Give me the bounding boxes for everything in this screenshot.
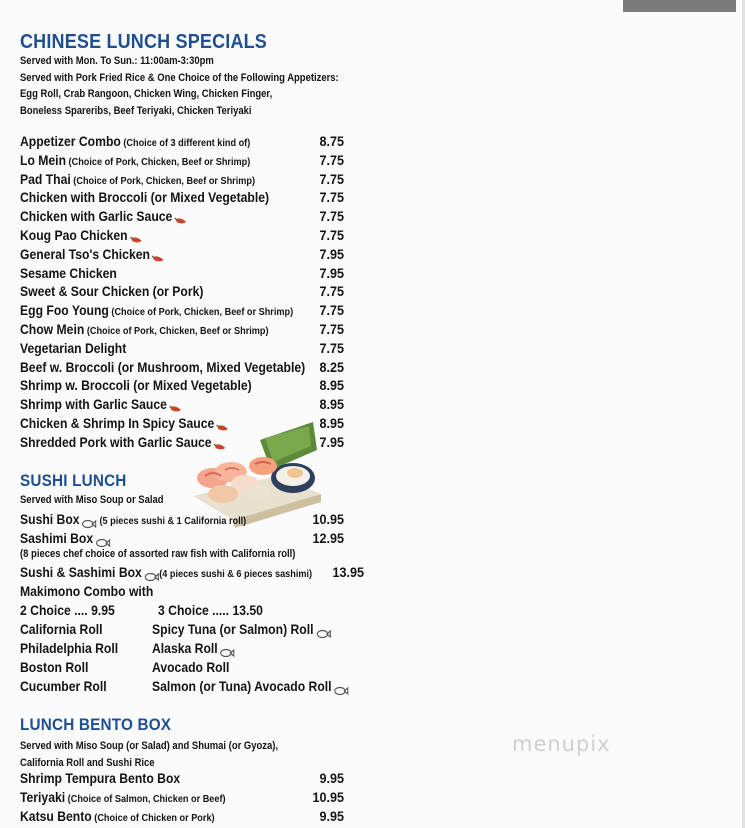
item-price: 8.95	[319, 396, 344, 413]
item-name: Shrimp with Garlic Sauce	[20, 396, 167, 413]
menu-item	[20, 301, 344, 320]
menu-item	[20, 563, 364, 582]
item-price: 10.95	[312, 511, 344, 527]
item-price: 12.95	[312, 530, 344, 546]
menu-item	[20, 226, 344, 245]
menu-item	[20, 188, 344, 207]
item-name: Katsu Bento	[20, 808, 92, 824]
intro-line: Boneless Spareribs, Beef Teriyaki, Chicken Teriyaki	[20, 104, 252, 117]
intro-line: Served with Miso Soup (or Salad) and Shumai (or Gyoza),	[20, 740, 279, 752]
chinese-lunch-heading: CHINESE LUNCH SPECIALS	[20, 31, 267, 53]
item-note: (Choice of Pork, Chicken, Beef or Shrimp)	[70, 174, 256, 187]
sashimi-box-note: (8 pieces chef choice of assorted raw fish with California roll)	[20, 548, 296, 560]
chinese-lunch-intro	[20, 53, 339, 119]
raw-fish-icon	[144, 568, 160, 578]
item-name: Chicken & Shrimp In Spicy Sauce	[20, 415, 215, 431]
menu-item	[20, 207, 344, 226]
item-price: 8.95	[319, 377, 344, 394]
roll-name: Salmon (or Tuna) Avocado Roll	[152, 678, 332, 694]
item-note: (5 pieces sushi & 1 California roll)	[96, 515, 247, 527]
roll-name: Alaska Roll	[152, 640, 218, 656]
menu-item	[20, 170, 344, 189]
item-price: 7.75	[319, 208, 344, 225]
item-note: (Choice of Salmon, Chicken or Beef)	[65, 793, 226, 805]
raw-fish-icon	[95, 534, 111, 544]
bento-intro	[20, 738, 278, 771]
item-price: 7.75	[319, 321, 344, 337]
raw-fish-icon	[315, 625, 331, 635]
menu-item	[20, 510, 344, 529]
item-name: Chicken with Garlic Sauce	[20, 208, 173, 225]
chili-pepper-icon	[152, 250, 166, 260]
item-name: Sweet & Sour Chicken (or Pork)	[20, 283, 204, 300]
item-name: General Tso's Chicken	[20, 245, 150, 262]
makimono-combo-title: Makimono Combo with	[20, 583, 154, 599]
item-name: Sashimi Box	[20, 530, 94, 546]
raw-fish-icon	[219, 644, 235, 654]
raw-fish-icon	[81, 515, 97, 525]
item-note: (Choice of Pork, Chicken, Beef or Shrimp)	[84, 325, 269, 337]
intro-line: Served with Pork Fried Rice & One Choice of the Following Appetizers:	[20, 71, 339, 84]
item-price: 7.75	[319, 151, 344, 168]
item-note: (Choice of Chicken or Pork)	[91, 812, 215, 824]
item-price: 10.95	[312, 789, 344, 805]
roll-item: Boston Roll	[20, 659, 89, 675]
roll-item	[152, 658, 229, 677]
item-name: Teriyaki	[20, 789, 66, 805]
item-name: Beef w. Broccoli (or Mushroom, Mixed Vegetable)	[20, 358, 306, 375]
item-price: 9.95	[319, 808, 344, 824]
item-price: 7.95	[319, 433, 344, 450]
menu-item	[20, 245, 344, 264]
lunch-bento-heading: LUNCH BENTO BOX	[20, 715, 172, 734]
item-name: Pad Thai	[20, 170, 71, 187]
item-name: Koug Pao Chicken	[20, 227, 128, 243]
menu-item	[20, 320, 344, 339]
item-price: 8.95	[319, 415, 344, 431]
item-name: Shrimp w. Broccoli (or Mixed Vegetable)	[20, 377, 252, 394]
item-name: Chow Mein	[20, 321, 85, 337]
roll-item	[152, 620, 331, 639]
item-note: (Choice of Pork, Chicken, Beef or Shrimp)	[108, 306, 294, 319]
item-note: (4 pieces sushi & 6 pieces sashimi)	[159, 568, 313, 580]
menu-item	[20, 282, 344, 301]
item-name: Sushi Box	[20, 511, 80, 527]
item-name: Sesame Chicken	[20, 264, 117, 281]
roll-name: Spicy Tuna (or Salmon) Roll	[152, 621, 314, 637]
item-price: 8.25	[319, 358, 344, 375]
chili-pepper-icon	[169, 400, 183, 410]
sushi-lunch-intro: Served with Miso Soup or Salad	[20, 494, 164, 506]
menu-item	[20, 132, 344, 151]
item-name: Chicken with Broccoli (or Mixed Vegetable)	[20, 189, 270, 206]
roll-item	[152, 677, 349, 696]
item-name: Sushi & Sashimi Box	[20, 564, 142, 580]
menu-item	[20, 376, 344, 395]
menu-item	[20, 358, 344, 377]
raw-fish-icon	[333, 682, 349, 692]
top-gray-bar	[623, 0, 736, 12]
menu-item	[20, 395, 344, 414]
combo-3-choice: 3 Choice ..... 13.50	[158, 602, 263, 618]
item-price: 7.75	[319, 227, 344, 243]
item-price: 7.95	[319, 264, 344, 281]
menu-item	[20, 264, 344, 283]
item-price: 8.75	[319, 133, 344, 149]
menu-item	[20, 807, 344, 826]
item-name: Lo Mein	[20, 151, 67, 168]
item-name: Vegetarian Delight	[20, 339, 127, 356]
item-name: Egg Foo Young	[20, 302, 109, 319]
menu-item	[20, 151, 344, 170]
item-price: 7.75	[319, 302, 344, 319]
roll-item: California Roll	[20, 621, 103, 637]
item-price: 7.75	[319, 339, 344, 356]
item-price: 7.75	[319, 189, 344, 206]
item-name: Shredded Pork with Garlic Sauce	[20, 433, 212, 450]
roll-item: Cucumber Roll	[20, 678, 107, 694]
roll-item: Philadelphia Roll	[20, 640, 119, 656]
menu-item	[20, 529, 344, 548]
roll-name: Avocado Roll	[152, 659, 230, 675]
intro-line: California Roll and Sushi Rice	[20, 756, 155, 769]
sushi-lunch-heading: SUSHI LUNCH	[20, 471, 127, 490]
item-note: (Choice of Pork, Chicken, Beef or Shrimp)	[66, 155, 251, 168]
chili-pepper-icon	[129, 231, 143, 241]
item-name: Appetizer Combo	[20, 133, 121, 149]
intro-line: Served with Mon. To Sun.: 11:00am-3:30pm	[20, 55, 214, 67]
intro-line: Egg Roll, Crab Rangoon, Chicken Wing, Chicken Finger,	[20, 88, 273, 100]
item-note: (Choice of 3 different kind of)	[120, 137, 251, 149]
combo-2-choice: 2 Choice .... 9.95	[20, 602, 115, 618]
item-price: 7.95	[319, 245, 344, 262]
item-price: 9.95	[319, 770, 344, 786]
item-price: 13.95	[332, 564, 364, 580]
roll-item	[152, 639, 235, 658]
watermark: menupix	[512, 732, 611, 756]
menu-item	[20, 788, 344, 807]
item-price: 7.75	[319, 283, 344, 300]
menu-item	[20, 339, 344, 358]
item-name: Shrimp Tempura Bento Box	[20, 770, 181, 786]
chili-pepper-icon	[174, 212, 188, 222]
item-price: 7.75	[319, 170, 344, 187]
menu-item	[20, 769, 344, 788]
